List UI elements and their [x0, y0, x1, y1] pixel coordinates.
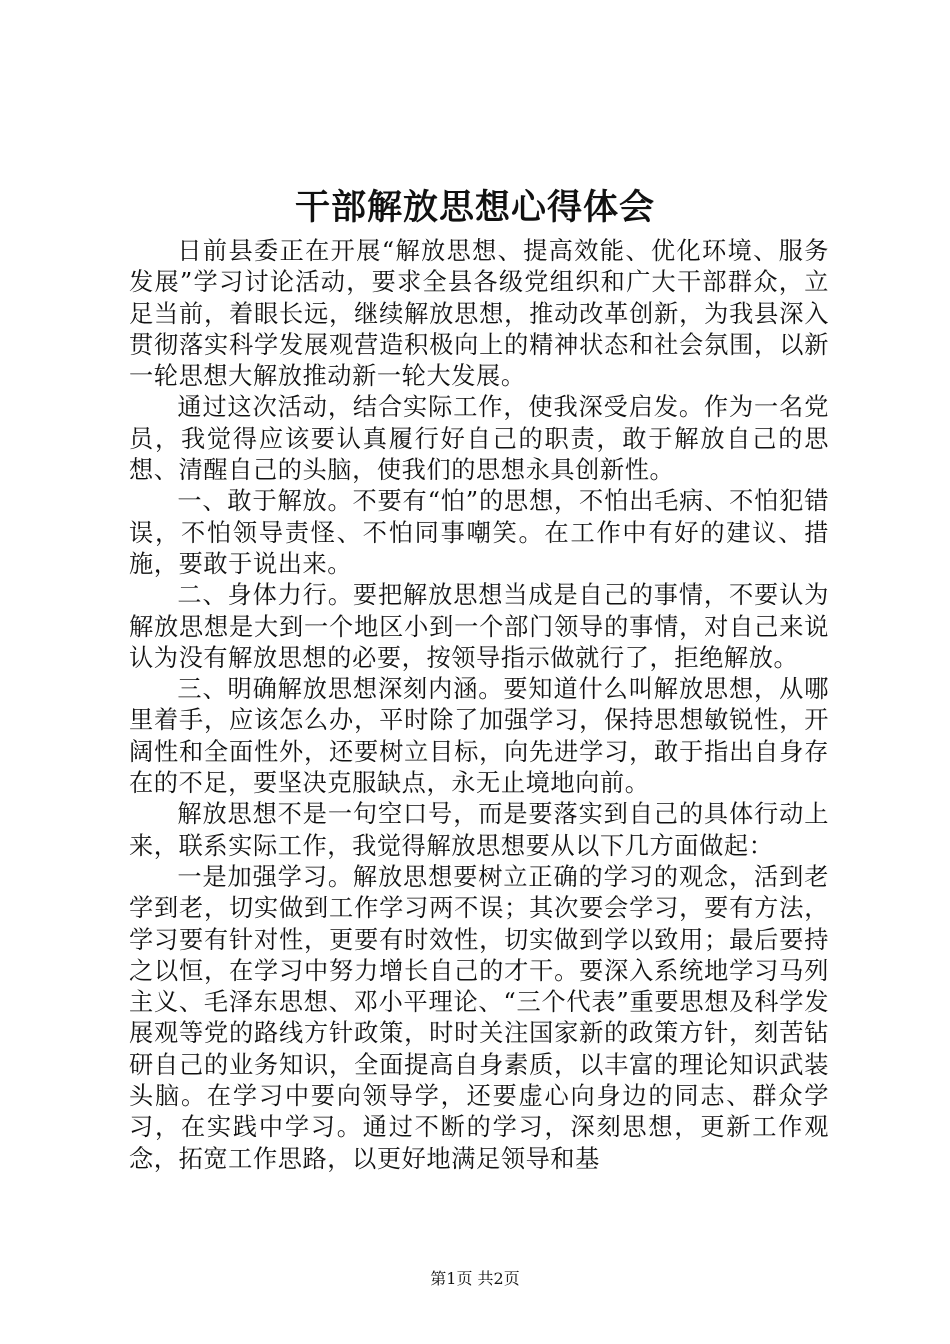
document-body [129, 236, 829, 1175]
page-footer: 第1页 共2页 [430, 1269, 520, 1288]
paragraph: 二、身体力行。要把解放思想当成是自己的事情，不要认为解放思想是大到一个地区小到一个部门领导的事情，对自己来说认为没有解放思想的必要，按领导指示做就行了，拒绝解放。 [129, 581, 829, 672]
paragraph: 三、明确解放思想深刻内涵。要知道什么叫解放思想，从哪里着手，应该怎么办，平时除了加强学习，保持思想敏锐性，开阔性和全面性外，还要树立目标，向先进学习，敢于指出自身存在的不足，要坚决克服缺点，永无止境地向前。 [129, 675, 829, 798]
paragraph: 一、敢于解放。不要有“怕”的思想，不怕出毛病、不怕犯错误，不怕领导责怪、不怕同事嘲笑。在工作中有好的建议、措施，要敢于说出来。 [129, 487, 829, 578]
paragraph: 日前县委正在开展“解放思想、提高效能、优化环境、服务发展”学习讨论活动，要求全县各级党组织和广大干部群众，立足当前，着眼长远，继续解放思想，推动改革创新，为我县深入贯彻落实科学发展观营造积极向上的精神状态和社会氛围，以新一轮思想大解放推动新一轮大发展。 [129, 237, 829, 391]
paragraph: 解放思想不是一句空口号，而是要落实到自己的具体行动上来，联系实际工作，我觉得解放思想要从以下几方面做起： [129, 800, 829, 860]
page-title: 干部解放思想心得体会 [294, 187, 655, 228]
paragraph: 通过这次活动，结合实际工作，使我深受启发。作为一名党员，我觉得应该要认真履行好自己的职责，敢于解放自己的思想、清醒自己的头脑，使我们的思想永具创新性。 [129, 393, 829, 485]
paragraph: 一是加强学习。解放思想要树立正确的学习的观念，活到老学到老，切实做到工作学习两不误；其次要会学习，要有方法，学习要有针对性，更要有时效性，切实做到学以致用；最后要持之以恒，在学习中努力增长自己的才干。要深入系统地学习马列主义、毛泽东思想、邓小平理论、“三个代表”重要思想及科学发展观等党的路线方针政策，时时关注国家新的政策方针，刻苦钻研自己的业务知识，全面提高自身素质，以丰富的理论知识武装头脑。在学习中要向领导学，还要虚心向身边的同志、群众学习，在实践中学习。通过不断的学习，深刻思想，更新工作观念，拓宽工作思路，以更好地满足领导和基 [129, 862, 829, 1173]
